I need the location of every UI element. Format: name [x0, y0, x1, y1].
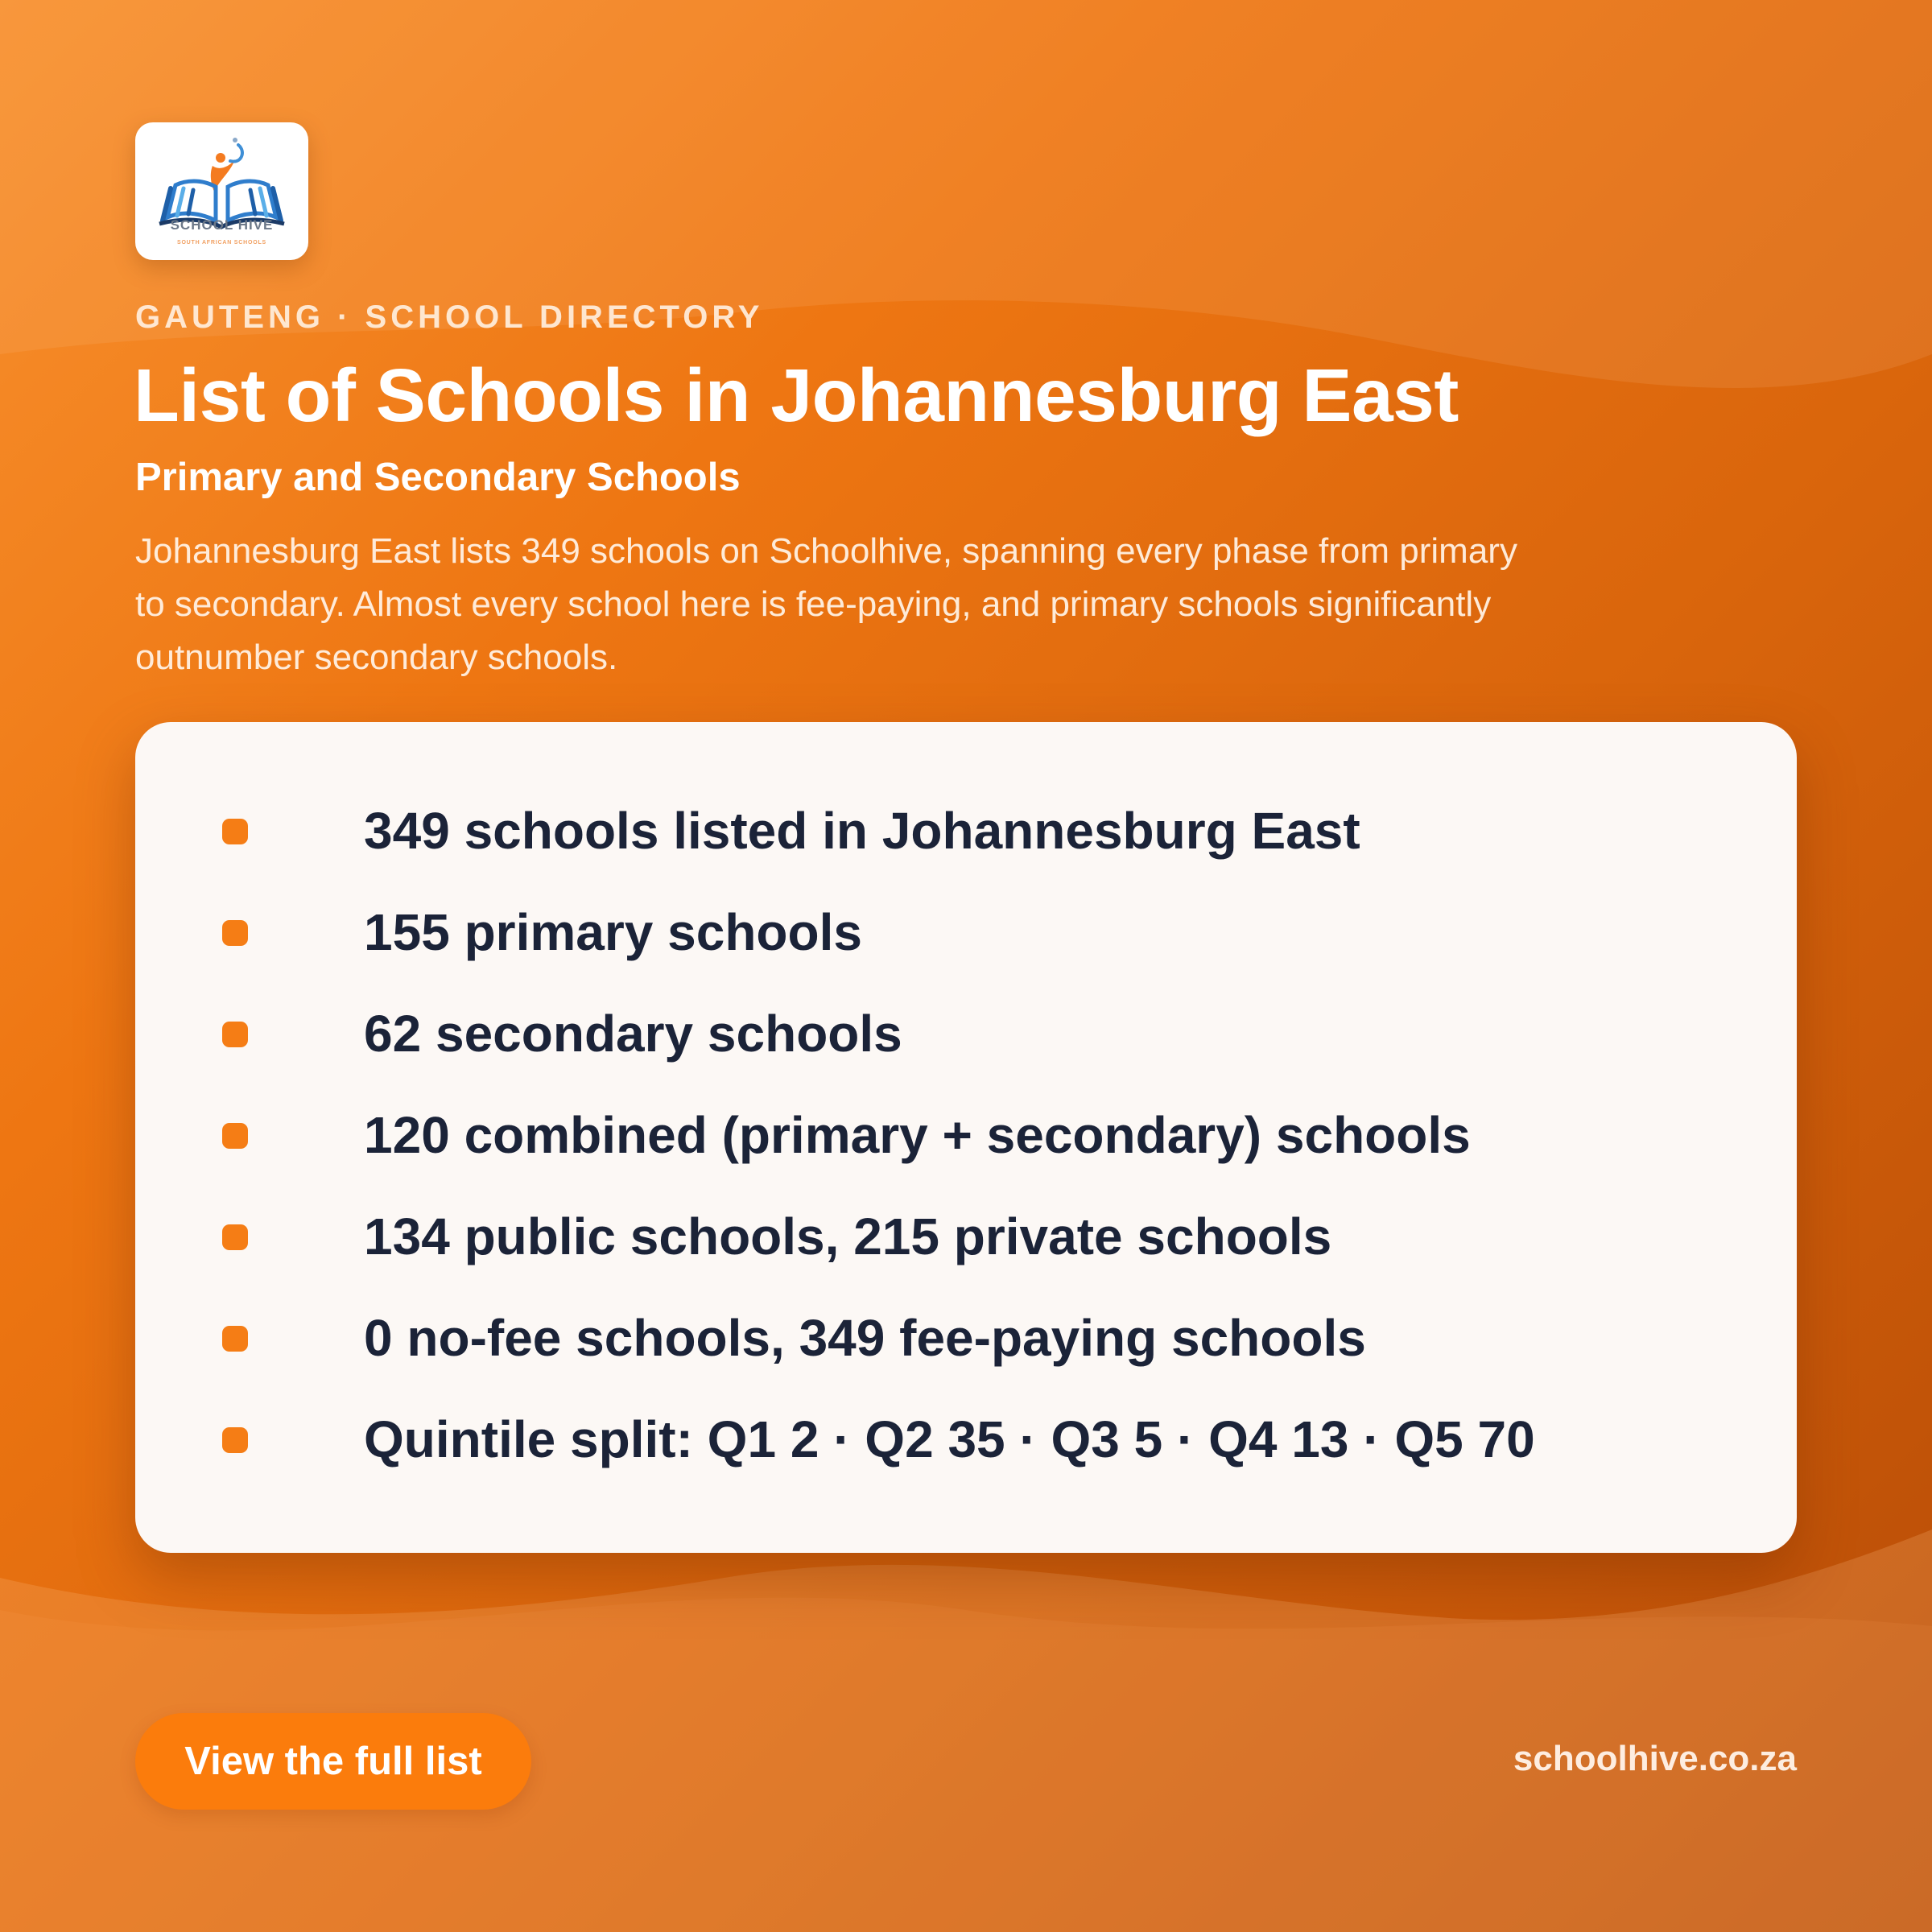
stats-card	[135, 722, 1797, 1553]
bullet-icon	[222, 1022, 248, 1047]
bullet-icon	[222, 1427, 248, 1453]
bullet-icon	[222, 920, 248, 946]
bullet-icon	[222, 1224, 248, 1250]
intro-paragraph: Johannesburg East lists 349 schools on Schoolhive, spanning every phase from primary to secondary. Almost every school here is fee-paying, and primary schools significantly outnumber secondary schools.	[135, 531, 1517, 677]
site-url[interactable]: schoolhive.co.za	[1513, 1739, 1797, 1778]
bullet-icon	[222, 819, 248, 844]
view-full-list-button[interactable]: View the full list	[135, 1713, 531, 1810]
stat-text: 134 public schools, 215 private schools	[364, 1208, 1332, 1265]
stat-text: 155 primary schools	[364, 903, 862, 961]
bullet-icon	[222, 1326, 248, 1352]
school-hive-logo	[135, 122, 308, 260]
stat-text: 349 schools listed in Johannesburg East	[364, 802, 1360, 860]
stat-text: 0 no-fee schools, 349 fee-paying schools	[364, 1309, 1366, 1367]
logo-tagline: SOUTH AFRICAN SCHOOLS	[176, 240, 267, 246]
stat-text: 120 combined (primary + secondary) schools	[364, 1106, 1471, 1164]
bullet-icon	[222, 1123, 248, 1149]
logo-wordmark: SCHOOL HIVE	[170, 217, 274, 233]
page-subtitle: Primary and Secondary Schools	[135, 456, 741, 499]
open-book-icon	[135, 122, 308, 260]
stat-text: Quintile split: Q1 2 · Q2 35 · Q3 5 · Q4 13 · Q5 70	[364, 1410, 1535, 1468]
stat-text: 62 secondary schools	[364, 1005, 902, 1063]
eyebrow-label: GAUTENG · SCHOOL DIRECTORY	[135, 299, 764, 335]
page-title: List of Schools in Johannesburg East	[134, 353, 1459, 437]
